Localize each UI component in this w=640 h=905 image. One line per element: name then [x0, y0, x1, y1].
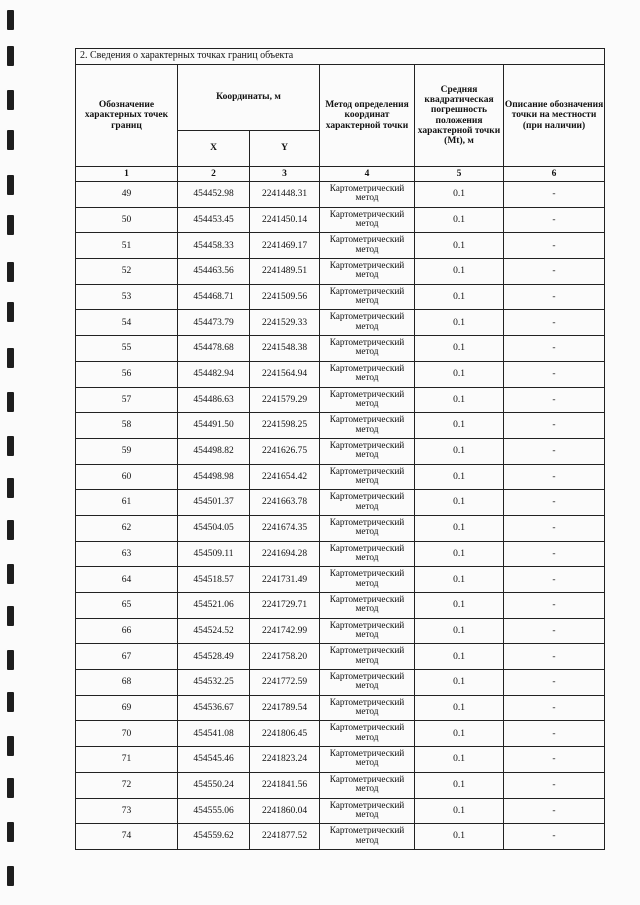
table-row — [76, 233, 605, 259]
binding-hole — [7, 10, 14, 30]
method-cell: Картометрический метод — [320, 259, 415, 285]
binding-holes — [0, 0, 22, 905]
method-cell: Картометрический метод — [320, 336, 415, 362]
binding-hole — [7, 46, 14, 66]
method-cell: Картометрический метод — [320, 182, 415, 208]
section-title-row — [76, 49, 605, 65]
table-row — [76, 798, 605, 824]
point-number-cell: 63 — [76, 541, 178, 567]
header-description: Описание обозначения точки на местности (при наличии) — [504, 65, 605, 167]
point-number-cell: 72 — [76, 772, 178, 798]
binding-hole — [7, 302, 14, 322]
point-number-cell: 60 — [76, 464, 178, 490]
description-cell: - — [504, 182, 605, 208]
description-cell: - — [504, 361, 605, 387]
method-cell: Картометрический метод — [320, 284, 415, 310]
x-coordinate-cell: 454501.37 — [178, 490, 250, 516]
point-number-cell: 57 — [76, 387, 178, 413]
method-cell: Картометрический метод — [320, 618, 415, 644]
boundary-points-table — [75, 48, 605, 850]
error-cell: 0.1 — [415, 464, 504, 490]
binding-hole — [7, 564, 14, 584]
x-coordinate-cell: 454550.24 — [178, 772, 250, 798]
binding-hole — [7, 866, 14, 886]
point-number-cell: 66 — [76, 618, 178, 644]
method-cell: Картометрический метод — [320, 490, 415, 516]
description-cell: - — [504, 310, 605, 336]
table-row — [76, 207, 605, 233]
column-number: 4 — [320, 167, 415, 182]
x-coordinate-cell: 454482.94 — [178, 361, 250, 387]
error-cell: 0.1 — [415, 618, 504, 644]
y-coordinate-cell: 2241598.25 — [250, 413, 320, 439]
error-cell: 0.1 — [415, 824, 504, 850]
column-number: 6 — [504, 167, 605, 182]
method-cell: Картометрический метод — [320, 413, 415, 439]
point-number-cell: 55 — [76, 336, 178, 362]
table-row — [76, 644, 605, 670]
y-coordinate-cell: 2241469.17 — [250, 233, 320, 259]
description-cell: - — [504, 618, 605, 644]
x-coordinate-cell: 454521.06 — [178, 593, 250, 619]
x-coordinate-cell: 454463.56 — [178, 259, 250, 285]
point-number-cell: 68 — [76, 670, 178, 696]
y-coordinate-cell: 2241729.71 — [250, 593, 320, 619]
y-coordinate-cell: 2241742.99 — [250, 618, 320, 644]
method-cell: Картометрический метод — [320, 721, 415, 747]
y-coordinate-cell: 2241626.75 — [250, 438, 320, 464]
y-coordinate-cell: 2241448.31 — [250, 182, 320, 208]
error-cell: 0.1 — [415, 233, 504, 259]
x-coordinate-cell: 454453.45 — [178, 207, 250, 233]
binding-hole — [7, 650, 14, 670]
table-row — [76, 772, 605, 798]
x-coordinate-cell: 454555.06 — [178, 798, 250, 824]
error-cell: 0.1 — [415, 541, 504, 567]
error-cell: 0.1 — [415, 336, 504, 362]
binding-hole — [7, 348, 14, 368]
y-coordinate-cell: 2241579.29 — [250, 387, 320, 413]
header-method: Метод определения координат характерной точки — [320, 65, 415, 167]
binding-hole — [7, 130, 14, 150]
method-cell: Картометрический метод — [320, 567, 415, 593]
point-number-cell: 74 — [76, 824, 178, 850]
error-cell: 0.1 — [415, 182, 504, 208]
header-x: X — [178, 131, 250, 167]
description-cell: - — [504, 207, 605, 233]
error-cell: 0.1 — [415, 567, 504, 593]
point-number-cell: 71 — [76, 747, 178, 773]
x-coordinate-cell: 454491.50 — [178, 413, 250, 439]
description-cell: - — [504, 721, 605, 747]
method-cell: Картометрический метод — [320, 310, 415, 336]
method-cell: Картометрический метод — [320, 670, 415, 696]
binding-hole — [7, 262, 14, 282]
y-coordinate-cell: 2241694.28 — [250, 541, 320, 567]
point-number-cell: 59 — [76, 438, 178, 464]
method-cell: Картометрический метод — [320, 361, 415, 387]
table-row — [76, 490, 605, 516]
description-cell: - — [504, 644, 605, 670]
binding-hole — [7, 175, 14, 195]
error-cell: 0.1 — [415, 284, 504, 310]
y-coordinate-cell: 2241674.35 — [250, 515, 320, 541]
error-cell: 0.1 — [415, 413, 504, 439]
x-coordinate-cell: 454452.98 — [178, 182, 250, 208]
description-cell: - — [504, 541, 605, 567]
method-cell: Картометрический метод — [320, 541, 415, 567]
section-title: 2. Сведения о характерных точках границ объекта — [76, 49, 605, 65]
table-row — [76, 182, 605, 208]
y-coordinate-cell: 2241841.56 — [250, 772, 320, 798]
description-cell: - — [504, 259, 605, 285]
error-cell: 0.1 — [415, 670, 504, 696]
table-row — [76, 438, 605, 464]
point-number-cell: 64 — [76, 567, 178, 593]
binding-hole — [7, 736, 14, 756]
error-cell: 0.1 — [415, 387, 504, 413]
error-cell: 0.1 — [415, 259, 504, 285]
method-cell: Картометрический метод — [320, 438, 415, 464]
method-cell: Картометрический метод — [320, 207, 415, 233]
y-coordinate-cell: 2241663.78 — [250, 490, 320, 516]
column-number: 2 — [178, 167, 250, 182]
error-cell: 0.1 — [415, 207, 504, 233]
point-number-cell: 58 — [76, 413, 178, 439]
point-number-cell: 67 — [76, 644, 178, 670]
x-coordinate-cell: 454473.79 — [178, 310, 250, 336]
binding-hole — [7, 436, 14, 456]
binding-hole — [7, 478, 14, 498]
binding-hole — [7, 215, 14, 235]
y-coordinate-cell: 2241772.59 — [250, 670, 320, 696]
method-cell: Картометрический метод — [320, 824, 415, 850]
description-cell: - — [504, 670, 605, 696]
method-cell: Картометрический метод — [320, 644, 415, 670]
x-coordinate-cell: 454504.05 — [178, 515, 250, 541]
y-coordinate-cell: 2241860.04 — [250, 798, 320, 824]
method-cell: Картометрический метод — [320, 798, 415, 824]
point-number-cell: 73 — [76, 798, 178, 824]
table-row — [76, 464, 605, 490]
error-cell: 0.1 — [415, 772, 504, 798]
description-cell: - — [504, 593, 605, 619]
x-coordinate-cell: 454559.62 — [178, 824, 250, 850]
header-row — [76, 65, 605, 131]
column-number: 3 — [250, 167, 320, 182]
method-cell: Картометрический метод — [320, 747, 415, 773]
y-coordinate-cell: 2241758.20 — [250, 644, 320, 670]
table-row — [76, 336, 605, 362]
description-cell: - — [504, 747, 605, 773]
method-cell: Картометрический метод — [320, 695, 415, 721]
method-cell: Картометрический метод — [320, 464, 415, 490]
description-cell: - — [504, 695, 605, 721]
y-coordinate-cell: 2241529.33 — [250, 310, 320, 336]
point-number-cell: 51 — [76, 233, 178, 259]
table-row — [76, 747, 605, 773]
error-cell: 0.1 — [415, 310, 504, 336]
binding-hole — [7, 392, 14, 412]
binding-hole — [7, 822, 14, 842]
x-coordinate-cell: 454545.46 — [178, 747, 250, 773]
table-row — [76, 824, 605, 850]
description-cell: - — [504, 233, 605, 259]
x-coordinate-cell: 454541.08 — [178, 721, 250, 747]
error-cell: 0.1 — [415, 747, 504, 773]
description-cell: - — [504, 824, 605, 850]
y-coordinate-cell: 2241548.38 — [250, 336, 320, 362]
point-number-cell: 54 — [76, 310, 178, 336]
y-coordinate-cell: 2241509.56 — [250, 284, 320, 310]
description-cell: - — [504, 490, 605, 516]
point-number-cell: 53 — [76, 284, 178, 310]
table-row — [76, 361, 605, 387]
table-row — [76, 721, 605, 747]
table-row — [76, 670, 605, 696]
method-cell: Картометрический метод — [320, 515, 415, 541]
table-row — [76, 541, 605, 567]
x-coordinate-cell: 454518.57 — [178, 567, 250, 593]
table-row — [76, 284, 605, 310]
method-cell: Картометрический метод — [320, 387, 415, 413]
error-cell: 0.1 — [415, 593, 504, 619]
header-coordinates: Координаты, м — [178, 65, 320, 131]
y-coordinate-cell: 2241789.54 — [250, 695, 320, 721]
error-cell: 0.1 — [415, 361, 504, 387]
x-coordinate-cell: 454498.98 — [178, 464, 250, 490]
description-cell: - — [504, 284, 605, 310]
error-cell: 0.1 — [415, 490, 504, 516]
y-coordinate-cell: 2241654.42 — [250, 464, 320, 490]
table-row — [76, 387, 605, 413]
x-coordinate-cell: 454509.11 — [178, 541, 250, 567]
x-coordinate-cell: 454478.68 — [178, 336, 250, 362]
error-cell: 0.1 — [415, 721, 504, 747]
y-coordinate-cell: 2241806.45 — [250, 721, 320, 747]
error-cell: 0.1 — [415, 644, 504, 670]
table-row — [76, 618, 605, 644]
x-coordinate-cell: 454528.49 — [178, 644, 250, 670]
x-coordinate-cell: 454536.67 — [178, 695, 250, 721]
binding-hole — [7, 692, 14, 712]
description-cell: - — [504, 464, 605, 490]
binding-hole — [7, 778, 14, 798]
table-row — [76, 695, 605, 721]
column-number: 5 — [415, 167, 504, 182]
x-coordinate-cell: 454524.52 — [178, 618, 250, 644]
x-coordinate-cell: 454486.63 — [178, 387, 250, 413]
point-number-cell: 69 — [76, 695, 178, 721]
description-cell: - — [504, 772, 605, 798]
column-numbers-row — [76, 167, 605, 182]
x-coordinate-cell: 454458.33 — [178, 233, 250, 259]
y-coordinate-cell: 2241450.14 — [250, 207, 320, 233]
y-coordinate-cell: 2241823.24 — [250, 747, 320, 773]
y-coordinate-cell: 2241564.94 — [250, 361, 320, 387]
header-y: Y — [250, 131, 320, 167]
point-number-cell: 49 — [76, 182, 178, 208]
table-row — [76, 567, 605, 593]
description-cell: - — [504, 567, 605, 593]
description-cell: - — [504, 798, 605, 824]
table-row — [76, 413, 605, 439]
point-number-cell: 65 — [76, 593, 178, 619]
method-cell: Картометрический метод — [320, 772, 415, 798]
point-number-cell: 50 — [76, 207, 178, 233]
description-cell: - — [504, 336, 605, 362]
description-cell: - — [504, 413, 605, 439]
error-cell: 0.1 — [415, 438, 504, 464]
error-cell: 0.1 — [415, 695, 504, 721]
point-number-cell: 61 — [76, 490, 178, 516]
y-coordinate-cell: 2241489.51 — [250, 259, 320, 285]
y-coordinate-cell: 2241731.49 — [250, 567, 320, 593]
description-cell: - — [504, 387, 605, 413]
method-cell: Картометрический метод — [320, 233, 415, 259]
description-cell: - — [504, 438, 605, 464]
x-coordinate-cell: 454468.71 — [178, 284, 250, 310]
header-error: Средняя квадратическая погрешность положения характерной точки (Mt), м — [415, 65, 504, 167]
point-number-cell: 52 — [76, 259, 178, 285]
description-cell: - — [504, 515, 605, 541]
point-number-cell: 56 — [76, 361, 178, 387]
binding-hole — [7, 606, 14, 626]
x-coordinate-cell: 454532.25 — [178, 670, 250, 696]
error-cell: 0.1 — [415, 798, 504, 824]
table-row — [76, 593, 605, 619]
y-coordinate-cell: 2241877.52 — [250, 824, 320, 850]
header-point-designation: Обозначение характерных точек границ — [76, 65, 178, 167]
point-number-cell: 70 — [76, 721, 178, 747]
point-number-cell: 62 — [76, 515, 178, 541]
table-row — [76, 310, 605, 336]
binding-hole — [7, 520, 14, 540]
table-row — [76, 515, 605, 541]
binding-hole — [7, 90, 14, 110]
method-cell: Картометрический метод — [320, 593, 415, 619]
x-coordinate-cell: 454498.82 — [178, 438, 250, 464]
column-number: 1 — [76, 167, 178, 182]
table-row — [76, 259, 605, 285]
error-cell: 0.1 — [415, 515, 504, 541]
